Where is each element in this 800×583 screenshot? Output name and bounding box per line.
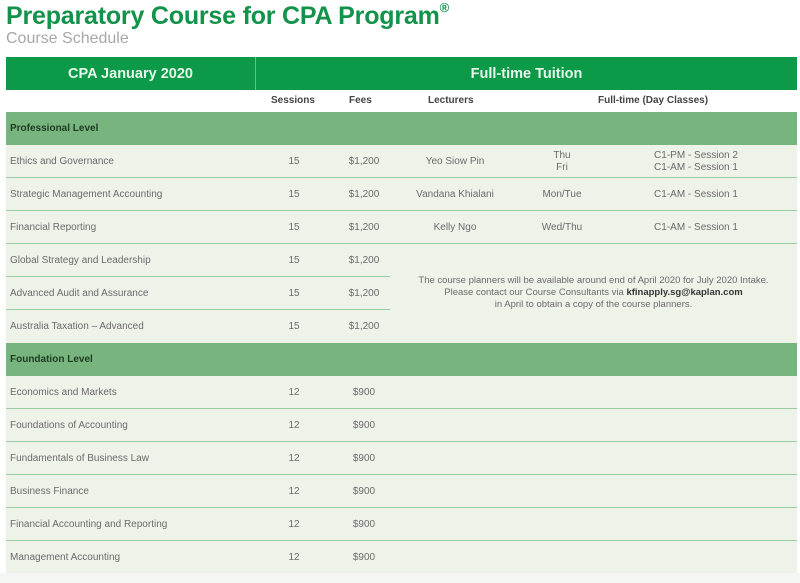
registered-mark: ® [439, 0, 449, 15]
note-line-3: in April to obtain a copy of the course planners. [494, 298, 693, 310]
class-schedule: C1-AM - Session 1 [654, 222, 738, 233]
intake-label: CPA January 2020 [6, 57, 256, 90]
table-row [6, 508, 797, 541]
sessions-count: 12 [288, 453, 300, 464]
class-day: Thu [553, 150, 571, 161]
class-days: Wed/Thu [541, 222, 583, 233]
course-name: Financial Reporting [10, 222, 97, 233]
course-name: Financial Accounting and Reporting [10, 519, 168, 530]
contact-email-link[interactable]: kfinapply.sg@kaplan.com [626, 286, 743, 298]
sessions-count: 12 [288, 420, 300, 431]
col-header-fees: Fees [349, 95, 372, 106]
course-fee: $1,200 [348, 288, 380, 299]
schedule-banner [6, 57, 797, 90]
table-row [6, 541, 797, 574]
sessions-count: 15 [288, 255, 300, 266]
table-row [6, 442, 797, 475]
lecturer-name: Vandana Khialani [416, 189, 494, 200]
note-line-2-text: Please contact our Course Consultants via [444, 286, 627, 298]
col-header-lecturers: Lecturers [428, 95, 474, 106]
table-row [6, 178, 797, 211]
course-fee: $1,200 [348, 255, 380, 266]
course-fee: $900 [352, 486, 376, 497]
schedule-slot: C1-PM - Session 2 [654, 150, 738, 161]
col-header-sessions: Sessions [271, 95, 315, 106]
course-name: Strategic Management Accounting [10, 189, 163, 200]
class-schedule [626, 150, 766, 174]
course-name: Ethics and Governance [10, 156, 114, 167]
sessions-count: 15 [288, 321, 300, 332]
course-fee: $1,200 [348, 222, 380, 233]
page-subtitle: Course Schedule [6, 30, 129, 47]
class-schedule: C1-AM - Session 1 [654, 189, 738, 200]
course-planner-note [390, 246, 797, 339]
section-header-foundation: Foundation Level [6, 343, 797, 376]
course-fee: $900 [352, 519, 376, 530]
sessions-count: 15 [288, 222, 300, 233]
class-day: Fri [556, 162, 568, 173]
title-text: Preparatory Course for CPA Program [6, 2, 440, 30]
class-days: Mon/Tue [542, 189, 582, 200]
sessions-count: 15 [288, 189, 300, 200]
course-name: Economics and Markets [10, 387, 117, 398]
note-line-2 [444, 287, 742, 299]
course-name: Foundations of Accounting [10, 420, 128, 431]
course-fee: $900 [352, 387, 376, 398]
sessions-count: 12 [288, 486, 300, 497]
schedule-slot: C1-AM - Session 1 [654, 162, 738, 173]
course-name: Advanced Audit and Assurance [10, 288, 149, 299]
sessions-count: 15 [288, 288, 300, 299]
table-row [6, 145, 797, 178]
sessions-count: 12 [288, 387, 300, 398]
tuition-mode-label: Full-time Tuition [470, 65, 583, 82]
course-fee: $1,200 [348, 321, 380, 332]
class-days [524, 150, 600, 174]
table-row [6, 211, 797, 244]
course-name: Fundamentals of Business Law [10, 453, 149, 464]
course-fee: $900 [352, 453, 376, 464]
course-name: Australia Taxation – Advanced [10, 321, 144, 332]
table-row [6, 475, 797, 508]
note-line-1: The course planners will be available around end of April 2020 for July 2020 Intake. [418, 274, 769, 286]
sessions-count: 12 [288, 519, 300, 530]
lecturer-name: Kelly Ngo [433, 222, 477, 233]
col-header-schedule: Full-time (Day Classes) [598, 95, 709, 106]
course-fee: $900 [352, 420, 376, 431]
course-name: Global Strategy and Leadership [10, 255, 151, 266]
table-row [6, 409, 797, 442]
course-fee: $1,200 [348, 189, 380, 200]
page-bottom-margin [0, 573, 800, 583]
lecturer-name: Yeo Siow Pin [425, 156, 485, 167]
page-title [6, 0, 449, 31]
course-name: Management Accounting [10, 552, 121, 563]
section-header-professional: Professional Level [6, 112, 797, 145]
course-fee: $1,200 [348, 156, 380, 167]
sessions-count: 15 [288, 156, 300, 167]
sessions-count: 12 [288, 552, 300, 563]
table-row [6, 376, 797, 409]
course-fee: $900 [352, 552, 376, 563]
course-name: Business Finance [10, 486, 89, 497]
